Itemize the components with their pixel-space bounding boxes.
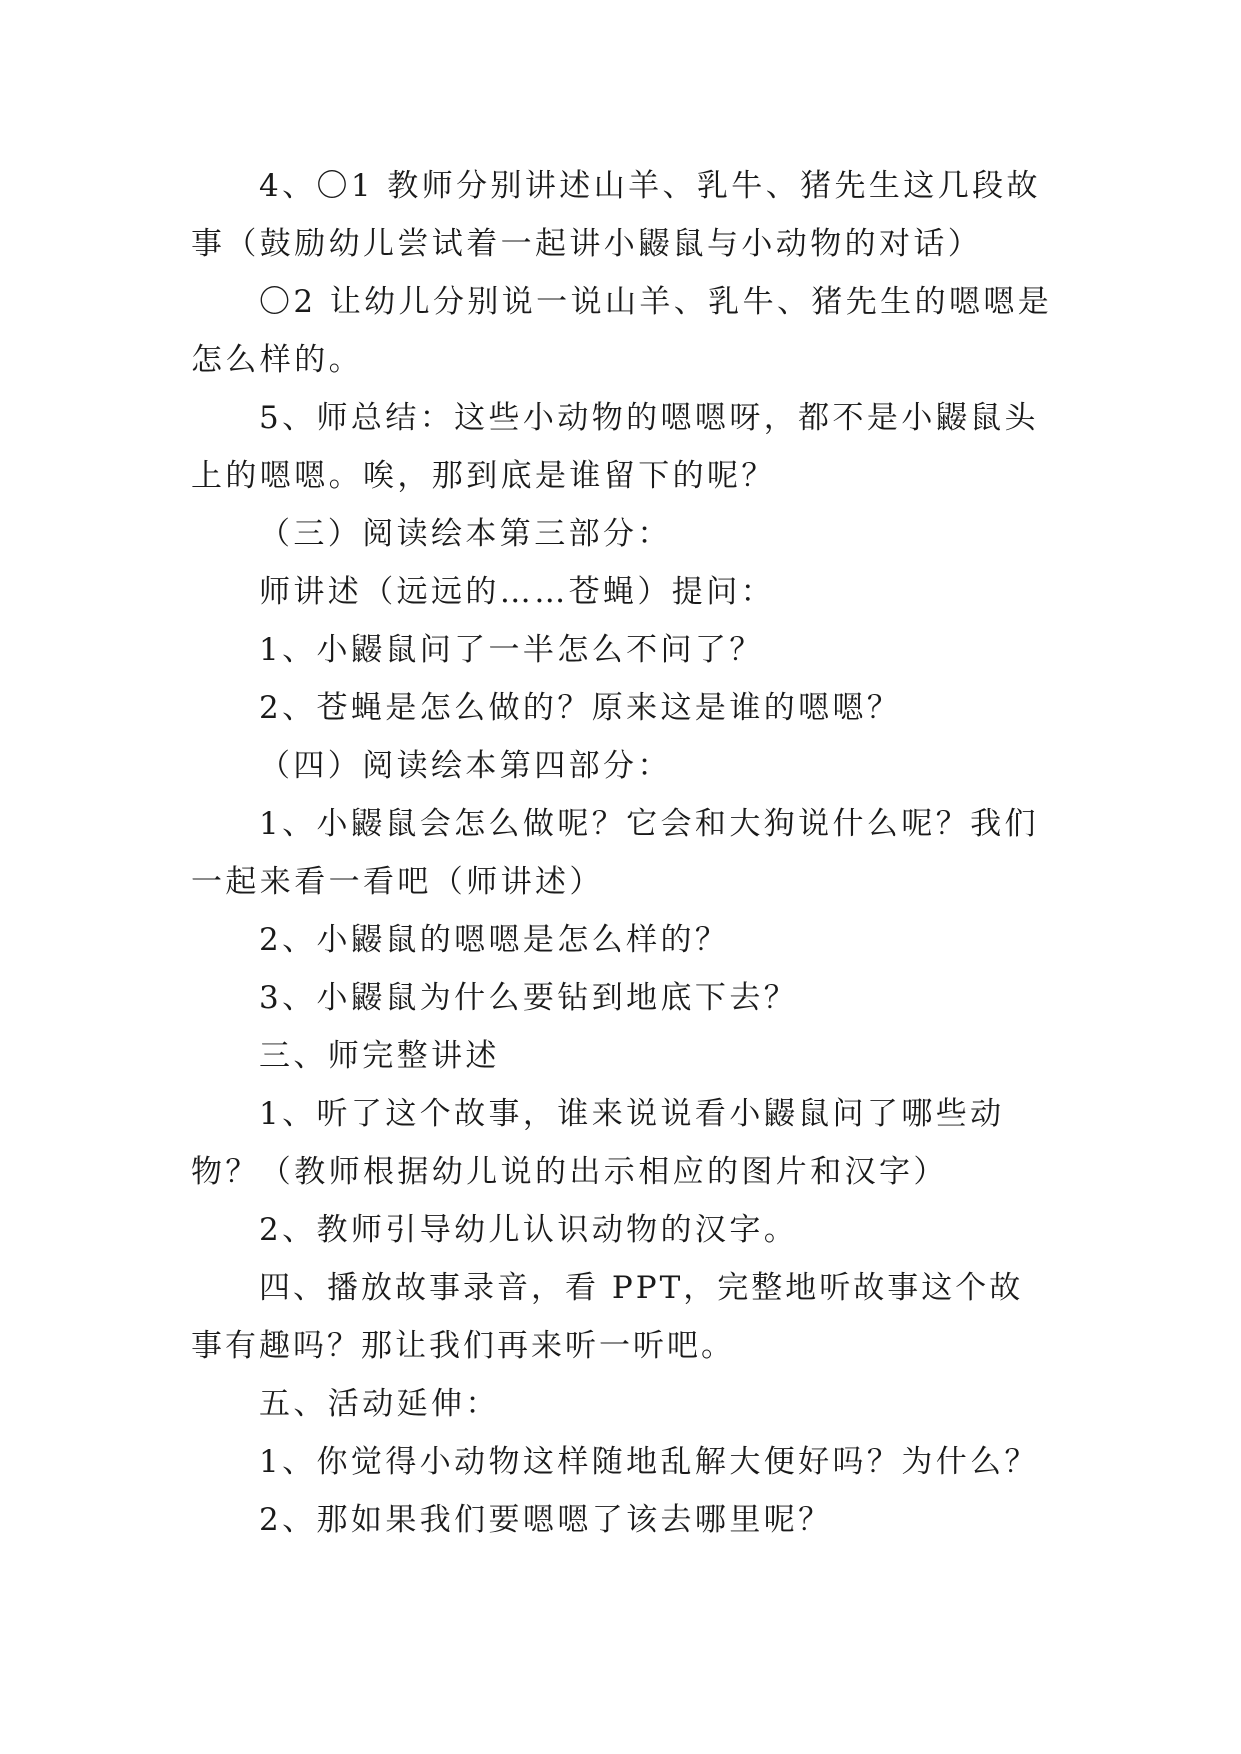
section-heading-full-telling: 三、师完整讲述 xyxy=(259,1038,500,1074)
section-heading-extension: 五、活动延伸： xyxy=(259,1386,500,1422)
paragraph-teacher-narrates: 师讲述（远远的……苍蝇）提问： xyxy=(259,574,775,610)
question-item: 1、小鼹鼠问了一半怎么不问了？ xyxy=(259,632,764,668)
section-heading-part-three: （三）阅读绘本第三部分： xyxy=(259,516,672,552)
paragraph-play-recording: 四、播放故事录音，看 PPT，完整地听故事这个故事有趣吗？那让我们再来听一听吧。 xyxy=(191,1270,1024,1364)
question-item: 1、你觉得小动物这样随地乱解大便好吗？为什么？ xyxy=(259,1444,1039,1480)
paragraph-teacher-summary: 5、师总结：这些小动物的嗯嗯呀，都不是小鼹鼠头上的嗯嗯。唉，那到底是谁留下的呢？ xyxy=(191,400,1039,494)
paragraph-children-describe: 〇2 让幼儿分别说一说山羊、乳牛、猪先生的嗯嗯是怎么样的。 xyxy=(191,284,1053,378)
question-item: 1、小鼹鼠会怎么做呢？它会和大狗说什么呢？我们一起来看一看吧（师讲述） xyxy=(191,806,1039,900)
question-item: 2、教师引导幼儿认识动物的汉字。 xyxy=(259,1212,799,1248)
question-item: 2、苍蝇是怎么做的？原来这是谁的嗯嗯？ xyxy=(259,690,902,726)
paragraph-teacher-tells-stories: 4、〇1 教师分别讲述山羊、乳牛、猪先生这几段故事（鼓励幼儿尝试着一起讲小鼹鼠与小动物的对话） xyxy=(191,168,1041,262)
question-item: 2、那如果我们要嗯嗯了该去哪里呢？ xyxy=(259,1502,833,1538)
question-item: 3、小鼹鼠为什么要钻到地底下去？ xyxy=(259,980,799,1016)
section-heading-part-four: （四）阅读绘本第四部分： xyxy=(259,748,672,784)
question-item: 1、听了这个故事，谁来说说看小鼹鼠问了哪些动物？（教师根据幼儿说的出示相应的图片和汉字） xyxy=(191,1096,1005,1190)
question-item: 2、小鼹鼠的嗯嗯是怎么样的？ xyxy=(259,922,730,958)
document-page xyxy=(191,157,1053,1549)
